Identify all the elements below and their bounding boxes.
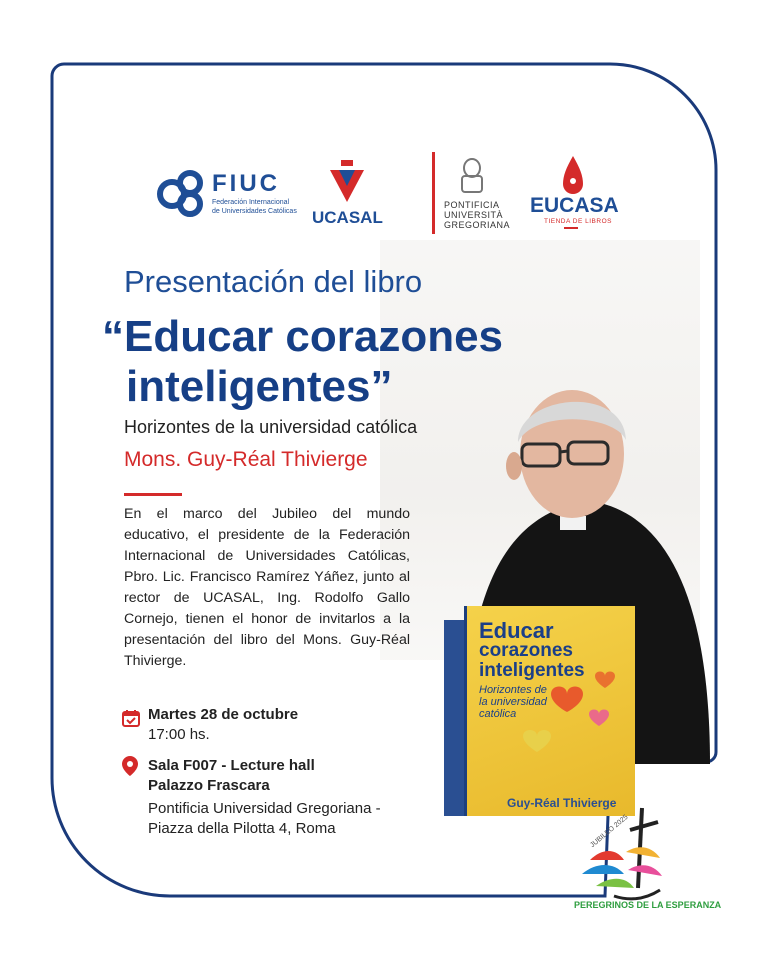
gregoriana-line3: GREGORIANA	[444, 220, 511, 230]
papal-crest-icon	[452, 156, 492, 196]
ucasal-logo	[312, 158, 383, 227]
book-cover-title1: Educar	[479, 618, 554, 643]
eucasa-underline	[564, 227, 578, 229]
book-cover-sub2: la universidad	[479, 696, 547, 708]
book-cover-sub3: católica	[479, 708, 517, 720]
title-line1: Presentación del libro	[124, 264, 423, 299]
ucasal-emblem-icon	[312, 158, 382, 206]
fiuc-emblem-icon	[156, 168, 212, 218]
event-address-line1: Pontificia Universidad Gregoriana -	[148, 800, 381, 817]
jubilee-motto: PEREGRINOS DE LA ESPERANZA	[574, 900, 722, 910]
gregoriana-bar	[432, 152, 435, 234]
event-date: Martes 28 de octubre	[148, 706, 299, 723]
calendar-icon	[122, 709, 140, 727]
event-building: Palazzo Frascara	[148, 777, 270, 794]
eucasa-tagline: TIENDA DE LIBROS	[544, 218, 612, 225]
book-cover-title3: inteligentes	[479, 660, 585, 681]
event-room: Sala F007 - Lecture hall	[148, 757, 315, 774]
book-title-line1: “Educar corazones	[102, 312, 504, 361]
gregoriana-line2: UNIVERSITÀ	[444, 210, 504, 220]
eucasa-name: EUCASA	[530, 194, 619, 217]
hearts-icon	[507, 666, 627, 776]
book-title-line2: inteligentes”	[126, 362, 393, 411]
fiuc-line1: Federación Internacional	[212, 199, 290, 206]
accent-rule	[124, 493, 182, 496]
event-address-line2: Piazza della Pilotta 4, Roma	[148, 820, 336, 837]
book-image	[444, 606, 634, 816]
pen-nib-icon	[530, 154, 616, 196]
book-subtitle: Horizontes de la universidad católica	[124, 417, 418, 437]
fiuc-line2: de Universidades Católicas	[212, 208, 297, 215]
fiuc-logo	[156, 168, 297, 223]
invitation-text: En el marco del Jubileo del mundo educativo, el presidente de la Federación Internacional de Universidades Católicas, Pbro. Lic. Francisco Ramírez Yáñez, junto al rector de UCASAL, Ing. Rodolfo Gallo Cornejo, tienen el honor de invitarlos a la presentación del libro del Mons. Guy-Réal Thivierge.	[124, 506, 410, 669]
book-cover-title2: corazones	[479, 640, 573, 661]
author-name: Mons. Guy-Réal Thivierge	[124, 448, 368, 471]
book-cover	[464, 606, 635, 816]
book-cover-sub1: Horizontes de	[479, 684, 547, 696]
location-pin-icon	[121, 755, 139, 777]
jubilee-year: JUBILEO 2025	[589, 813, 630, 850]
eucasa-logo	[530, 154, 619, 225]
fiuc-name: FIUC	[212, 170, 280, 197]
gregoriana-line1: PONTIFICIA	[444, 200, 500, 210]
jubilee-logo	[572, 804, 722, 924]
ucasal-name: UCASAL	[312, 208, 383, 227]
event-time: 17:00 hs.	[148, 726, 210, 743]
book-spine	[444, 620, 464, 816]
book-cover-author: Guy-Réal Thivierge	[507, 796, 617, 810]
